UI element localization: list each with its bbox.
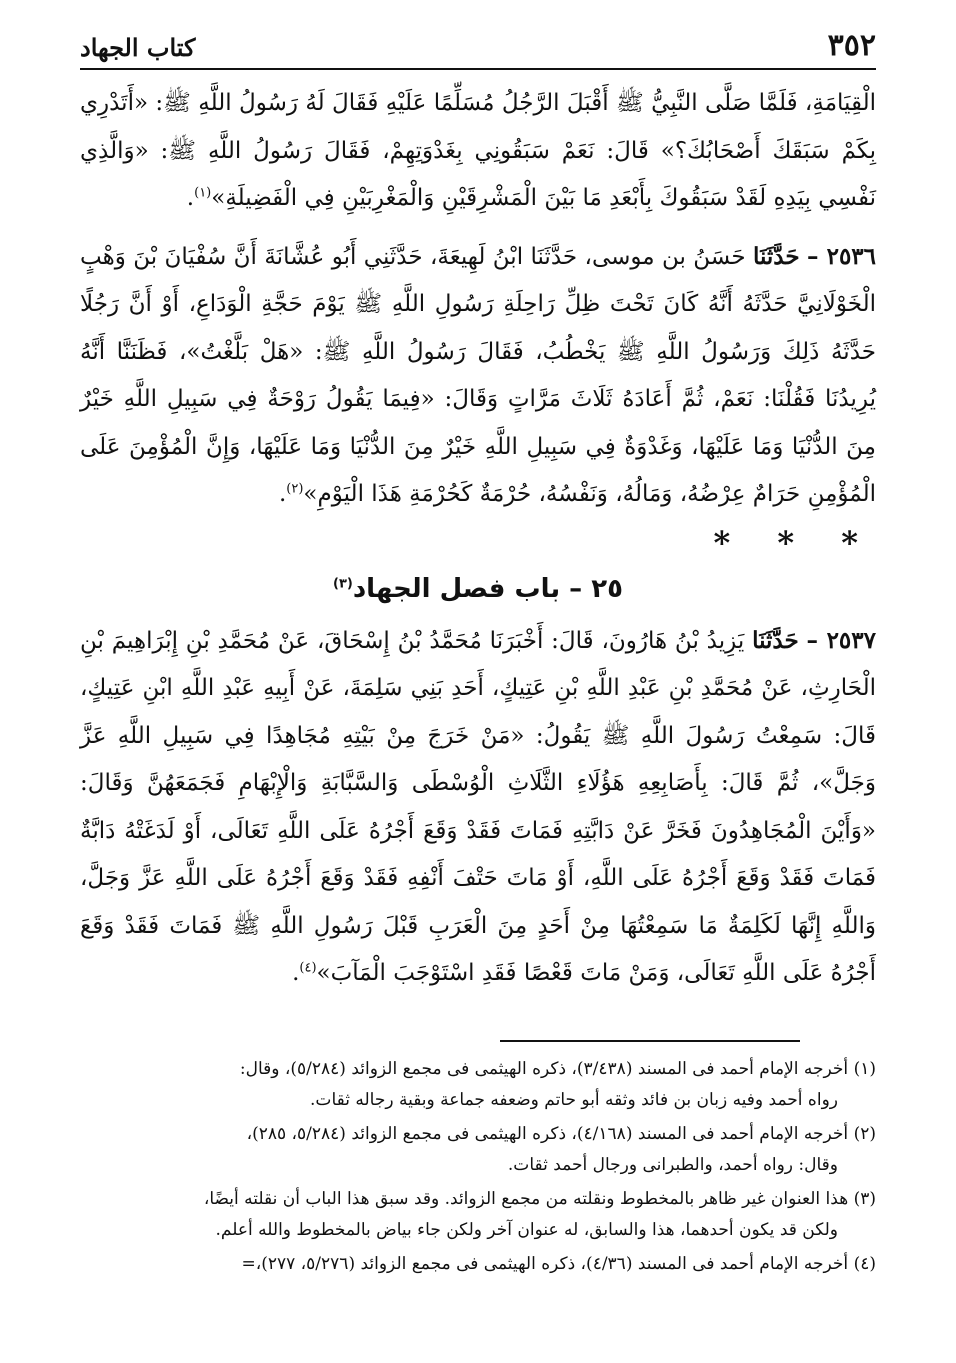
footnote-3 [80,1184,876,1215]
footnotes [80,1054,876,1280]
footnote-ref-2: (٢) [286,481,304,497]
footnote-marker: (١) [853,1059,876,1079]
chapter-heading [80,569,876,609]
footnote-1-cont: رواه أحمد وفيه زبان بن فائد وثقه أبو حاتم وضعفه جماعة وبقية رجاله ثقات. [310,1089,838,1110]
footnote-marker: (٤) [853,1254,876,1274]
footnote-marker: (٢) [853,1124,876,1144]
footnote-marker: (٣) [853,1189,876,1209]
footnote-2-cont: وقال: رواه أحمد، والطبرانى ورجال أحمد ثقات. [507,1154,838,1175]
footnote-text: هذا العنوان غير ظاهر بالمخطوط ونقلته من مجمع الزوائد. وقد سبق هذا الباب أن نقلته أيضًا، [203,1189,849,1209]
narration-word: حَدَّثَنَا [752,626,799,654]
continued-hadith-paragraph: الْقِيَامَةِ، فَلَمَّا صَلَّى النَّبِيُّ ﷺ أَقْبَلَ الرَّجُلُ مُسَلِّمًا عَلَيْهِ فَقَالَ لَهُ رَسُولُ اللَّهِ ﷺ: «أَتَدْرِي بِكَمْ سَبَقَكَ أَصْحَابُكَ؟» قَالَ: نَعَمْ سَبَقُونِي بِغَدْوَتِهِمْ، فَقَالَ رَسُولُ اللَّهِ ﷺ: «وَالَّذِي نَفْسِي بِيَدِهِ لَقَدْ سَبَقُوكَ بِأَبْعَدِ مَا بَيْنَ الْمَشْرِقَيْنِ وَالْمَغْرِبَيْنِ فِي الْفَضِيلَةِ»$^{(١)}$. [80,90,876,211]
page-number: ٣٥٢ [827,28,876,63]
running-header [80,24,876,70]
footnote-text: أخرجه الإمام أحمد فى المسند (٤/٣٦)، ذكره الهيثمى فى مجمع الزوائد (٥/٢٧٦، ٢٧٧)،= [241,1254,849,1274]
section-separator: * * * [713,523,876,562]
hadith-2536: ٢٥٣٦ – حَدَّثَنَا حَسَنُ بن موسى، حَدَّثَنَا ابْنُ لَهِيعَةَ، حَدَّثَنِي أَبُو عُشَّانَةَ أَنَّ سُفْيَانَ بْنَ وَهْبٍ الْخَوْلَانِيَّ حَدَّثَهُ أَنَّهُ كَانَ تَحْتَ ظِلِّ رَاحِلَةِ رَسُولِ اللَّهِ ﷺ يَوْمَ حَجَّةِ الْوَدَاعِ، أَوْ أَنَّ رَجُلًا حَدَّثَهُ ذَلِكَ وَرَسُولُ اللَّهِ ﷺ يَخْطُبُ، فَقَالَ رَسُولُ اللَّهِ ﷺ: «هَلْ بَلَّغْتُ»، فَظَنَنَّا أَنَّهُ يُرِيدُنَا فَقُلْنَا: نَعَمْ، ثُمَّ أَعَادَهُ ثَلَاثَ مَرَّاتٍ وَقَالَ: «فِيمَا يَقُولُ رَوْحَةٌ فِي سَبِيلِ اللَّهِ خَيْرٌ مِنَ الدُّنْيَا وَمَا عَلَيْهَا، وَغَدْوَةٌ فِي سَبِيلِ اللَّهِ خَيْرٌ مِنَ الدُّنْيَا وَمَا عَلَيْهَا، وَإِنَّ الْمُؤْمِنَ عَلَى الْمُؤْمِنِ حَرَامٌ عِرْضُهُ، وَمَالُهُ، وَنَفْسُهُ، حُرْمَةٌ كَحُرْمَةِ هَذَا الْيَوْمِ»$^{(٢)}$. [80,242,877,507]
chapter-title: ٢٥ – باب فصل الجهاد [352,573,623,604]
footnote-3-cont: ولكن قد يكون أحدهما، هذا والسابق، له عنوان آخر ولكن جاء بياض بالمخطوط والله أعلم. [215,1219,838,1240]
hadith-2537: ٢٥٣٧ – حَدَّثَنَا يَزِيدُ بْنُ هَارُونَ، قَالَ: أَخْبَرَنَا مُحَمَّدُ بْنُ إِسْحَاقَ، عَنْ مُحَمَّدِ بْنِ إِبْرَاهِيمَ بْنِ الْحَارِثِ، عَنْ مُحَمَّدِ بْنِ عَبْدِ اللَّهِ بْنِ عَتِيكٍ، أَحَدِ بَنِي سَلِمَةَ، عَنْ أَبِيهِ عَبْدِ اللَّهِ ابْنِ عَتِيكٍ، قَالَ: سَمِعْتُ رَسُولَ اللَّهِ ﷺ يَقُولُ: «مَنْ خَرَجَ مِنْ بَيْتِهِ مُجَاهِدًا فِي سَبِيلِ اللَّهِ عَزَّ وَجَلَّ»، ثُمَّ قَالَ: بِأَصَابِعِهِ هَؤُلَاءِ الثَّلَاثِ الْوُسْطَى وَالسَّبَّابَةِ وَالْإِبْهَامِ فَجَمَعَهُنَّ وَقَالَ: «وَأَيْنَ الْمُجَاهِدُونَ فَخَرَّ عَنْ دَابَّتِهِ فَمَاتَ فَقَدْ وَقَعَ أَجْرُهُ عَلَى اللَّهِ تَعَالَى، أَوْ لَدَغَتْهُ دَابَّةٌ فَمَاتَ فَقَدْ وَقَعَ أَجْرُهُ عَلَى اللَّهِ، أَوْ مَاتَ حَتْفَ أَنْفِهِ فَقَدْ وَقَعَ أَجْرُهُ عَلَى اللَّهِ عَزَّ وَجَلَّ، وَاللَّهِ إِنَّهَا لَكَلِمَةٌ مَا سَمِعْتُهَا مِنْ أَحَدٍ مِنَ الْعَرَبِ قَبْلَ رَسُولِ اللَّهِ ﷺ فَمَاتَ فَقَدْ وَقَعَ أَجْرُهُ عَلَى اللَّهِ تَعَالَى، وَمَنْ مَاتَ قَعْصًا فَقَدِ اسْتَوْجَبَ الْمَآبَ»$^{(٤)}$. [80,626,876,986]
footnote-ref-1: (١) [194,185,212,201]
narration-word: حَدَّثَنَا [752,242,800,270]
footnote-1 [80,1054,876,1085]
footnote-divider [500,1040,800,1042]
hadith-number: ٢٥٣٧ – [806,626,876,654]
book-title: كتاب الجهاد [80,33,196,62]
footnote-ref-3: (٣) [333,575,353,591]
paragraph-text: الْقِيَامَةِ، فَلَمَّا صَلَّى النَّبِيُّ ﷺ أَقْبَلَ الرَّجُلُ مُسَلِّمًا عَلَيْهِ فَقَالَ لَهُ رَسُولُ اللَّهِ ﷺ: «أَتَدْرِي بِكَمْ سَبَقَكَ أَصْحَابُكَ؟» قَالَ: نَعَمْ سَبَقُونِي بِغَدْوَتِهِمْ، فَقَالَ رَسُولُ اللَّهِ ﷺ: «وَالَّذِي نَفْسِي بِيَدِهِ لَقَدْ سَبَقُوكَ بِأَبْعَدِ مَا بَيْنَ الْمَشْرِقَيْنِ وَالْمَغْرِبَيْنِ فِي الْفَضِيلَةِ» [80,90,876,211]
hadith-text: حَسَنُ بن موسى، حَدَّثَنَا ابْنُ لَهِيعَةَ، حَدَّثَنِي أَبُو عُشَّانَةَ أَنَّ سُفْيَانَ بْنَ وَهْبٍ الْخَوْلَانِيَّ حَدَّثَهُ أَنَّهُ كَانَ تَحْتَ ظِلِّ رَاحِلَةِ رَسُولِ اللَّهِ ﷺ يَوْمَ حَجَّةِ الْوَدَاعِ، أَوْ أَنَّ رَجُلًا حَدَّثَهُ ذَلِكَ وَرَسُولُ اللَّهِ ﷺ يَخْطُبُ، فَقَالَ رَسُولُ اللَّهِ ﷺ: «هَلْ بَلَّغْتُ»، فَظَنَنَّا أَنَّهُ يُرِيدُنَا فَقُلْنَا: نَعَمْ، ثُمَّ أَعَادَهُ ثَلَاثَ مَرَّاتٍ وَقَالَ: «فِيمَا يَقُولُ رَوْحَةٌ فِي سَبِيلِ اللَّهِ خَيْرٌ مِنَ الدُّنْيَا وَمَا عَلَيْهَا، وَغَدْوَةٌ فِي سَبِيلِ اللَّهِ خَيْرٌ مِنَ الدُّنْيَا وَمَا عَلَيْهَا، وَإِنَّ الْمُؤْمِنَ عَلَى الْمُؤْمِنِ حَرَامٌ عِرْضُهُ، وَمَالُهُ، وَنَفْسُهُ، حُرْمَةٌ كَحُرْمَةِ هَذَا الْيَوْمِ» [80,243,877,507]
hadith-number: ٢٥٣٦ – [807,242,877,270]
main-text [80,80,876,998]
footnote-ref-4: (٤) [299,960,317,976]
footnote-text: أخرجه الإمام أحمد فى المسند (٣/٤٣٨)، ذكره الهيثمى فى مجمع الزوائد (٥/٢٨٤)، وقال: [239,1059,849,1079]
footnote-text: أخرجه الإمام أحمد فى المسند (٤/١٦٨)، ذكره الهيثمى فى مجمع الزوائد (٥/٢٨٤، ٢٨٥)، [246,1124,849,1144]
footnote-4 [80,1249,876,1280]
hadith-text: يَزِيدُ بْنُ هَارُونَ، قَالَ: أَخْبَرَنَا مُحَمَّدُ بْنُ إِسْحَاقَ، عَنْ مُحَمَّدِ بْنِ إِبْرَاهِيمَ بْنِ الْحَارِثِ، عَنْ مُحَمَّدِ بْنِ عَبْدِ اللَّهِ بْنِ عَتِيكٍ، أَحَدِ بَنِي سَلِمَةَ، عَنْ أَبِيهِ عَبْدِ اللَّهِ ابْنِ عَتِيكٍ، قَالَ: سَمِعْتُ رَسُولَ اللَّهِ ﷺ يَقُولُ: «مَنْ خَرَجَ مِنْ بَيْتِهِ مُجَاهِدًا فِي سَبِيلِ اللَّهِ عَزَّ وَجَلَّ»، ثُمَّ قَالَ: بِأَصَابِعِهِ هَؤُلَاءِ الثَّلَاثِ الْوُسْطَى وَالسَّبَّابَةِ وَالْإِبْهَامِ فَجَمَعَهُنَّ وَقَالَ: «وَأَيْنَ الْمُجَاهِدُونَ فَخَرَّ عَنْ دَابَّتِهِ فَمَاتَ فَقَدْ وَقَعَ أَجْرُهُ عَلَى اللَّهِ تَعَالَى، أَوْ لَدَغَتْهُ دَابَّةٌ فَمَاتَ فَقَدْ وَقَعَ أَجْرُهُ عَلَى اللَّهِ، أَوْ مَاتَ حَتْفَ أَنْفِهِ فَقَدْ وَقَعَ أَجْرُهُ عَلَى اللَّهِ عَزَّ وَجَلَّ، وَاللَّهِ إِنَّهَا لَكَلِمَةٌ مَا سَمِعْتُهَا مِنْ أَحَدٍ مِنَ الْعَرَبِ قَبْلَ رَسُولِ اللَّهِ ﷺ فَمَاتَ فَقَدْ وَقَعَ أَجْرُهُ عَلَى اللَّهِ تَعَالَى، وَمَنْ مَاتَ قَعْصًا فَقَدِ اسْتَوْجَبَ الْمَآبَ» [80,627,876,986]
footnote-2 [80,1119,876,1150]
